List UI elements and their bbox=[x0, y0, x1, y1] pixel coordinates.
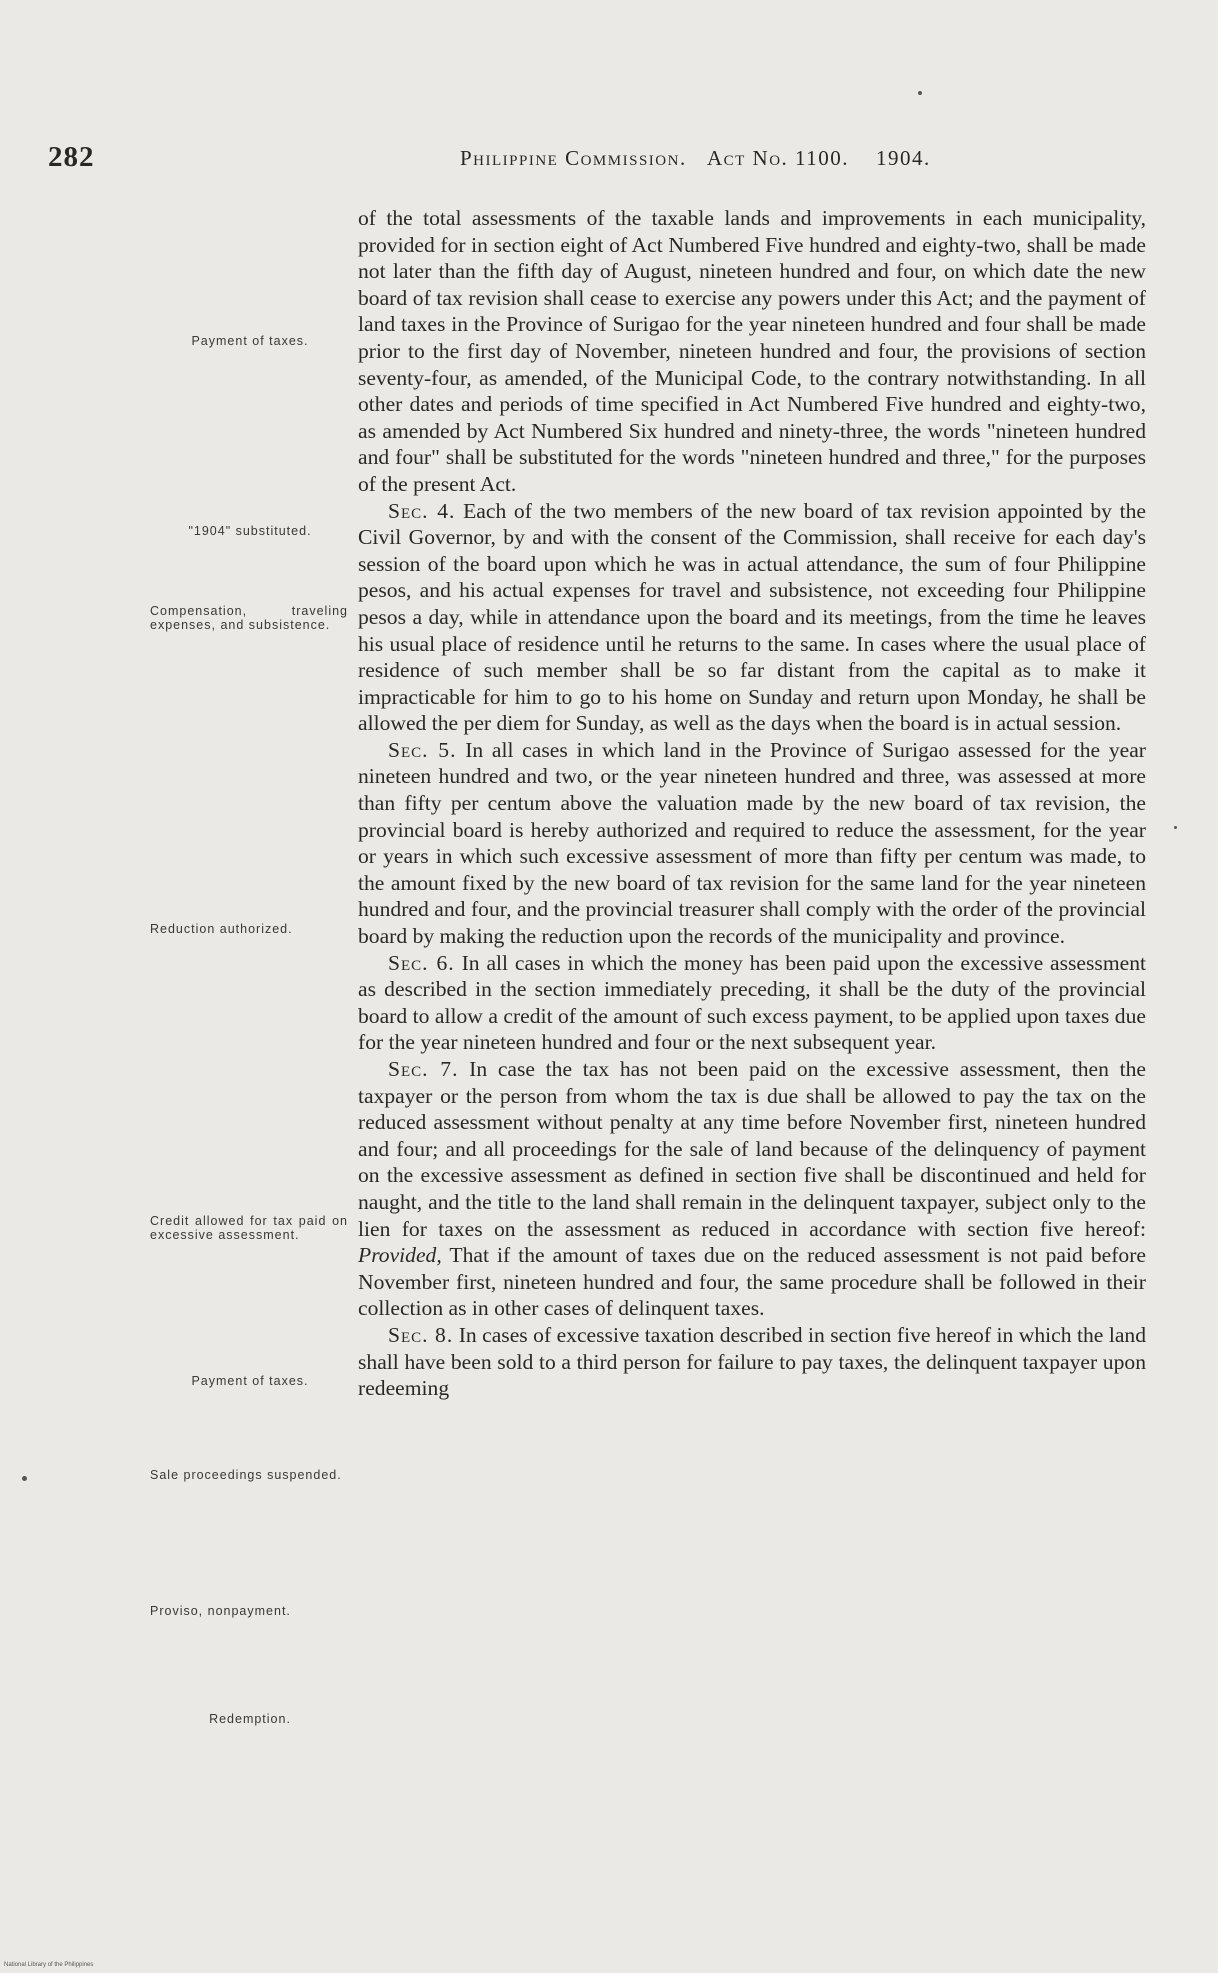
section-5-label: Sec. 5. bbox=[388, 737, 457, 762]
section-4 bbox=[358, 498, 1146, 737]
section-5 bbox=[358, 737, 1146, 950]
body-text bbox=[358, 205, 1146, 1402]
section-7-text-b: That if the amount of taxes due on the reduced assessment is not paid before November first, nineteen hundred and four, the same procedure shall be followed in their collection as in other cases of delinquent taxes. bbox=[358, 1243, 1146, 1321]
running-head-act: Act No. 1100. bbox=[706, 146, 850, 170]
section-7-provided: Provided, bbox=[358, 1243, 442, 1268]
section-8 bbox=[358, 1322, 1146, 1402]
scan-speck bbox=[22, 1476, 27, 1481]
running-head-year: 1904. bbox=[876, 146, 931, 170]
footer-stamp: National Library of the Philippines bbox=[4, 1962, 94, 1968]
section-6-text: In all cases in which the money has been paid upon the excessive assessment as described in the section immediately preceding, it shall be the duty of the provincial board to allow a credit of the amount of such excess payment, to be applied upon taxes due for the year nineteen hundred and four or the next subsequent year. bbox=[358, 950, 1147, 1055]
section-8-text: In cases of excessive taxation described in section five hereof in which the land shall have been sold to a third person for failure to pay taxes, the delinquent taxpayer upon redeeming bbox=[358, 1322, 1146, 1401]
section-6 bbox=[358, 950, 1146, 1056]
paragraph-continuation: of the total assessments of the taxable lands and improvements in each municipality, provided for in section eight of Act Numbered Five hundred and eighty-two, shall be made not later than the fifth day of August, nineteen hundred and four, on which date the new board of tax revision shall cease to exercise any powers under this Act; and the payment of land taxes in the Province of Surigao for the year nineteen hundred and four shall be made prior to the first day of November, nineteen hundred and four, the provisions of section seventy-four, as amended, of the Municipal Code, to the contrary notwithstanding. In all other dates and periods of time specified in Act Numbered Five hundred and eighty-two, as amended by Act Numbered Six hundred and ninety-three, the words "nineteen hundred and four" shall be substituted for the words "nineteen hundred and three," for the purposes of the present Act. bbox=[358, 206, 1146, 496]
scan-speck bbox=[1174, 826, 1177, 829]
section-7-label: Sec. 7. bbox=[388, 1057, 459, 1081]
page-number: 282 bbox=[48, 141, 95, 173]
section-4-text: Each of the two members of the new board of tax revision appointed by the Civil Governor, by and with the consent of the Commission, shall receive for each day's session of the board upon which he was in actual attendance, the sum of four Philippine pesos, and his actual expenses for travel and subsistence, not exceeding four Philippine pesos a day, while in attendance upon the board and its meetings, from the time he leaves his usual place of residence until he returns to the same. In cases where the usual place of residence of such member shall be so far distant from the capital as to make it impracticable for him to go to his home on Sunday and return upon Monday, he shall be allowed the per diem for Sunday, as well as the days when the board is in actual session. bbox=[358, 498, 1146, 736]
margin-note-credit-allowed: Credit allowed for tax paid on excessive assessment. bbox=[150, 1214, 348, 1242]
section-8-label: Sec. 8. bbox=[388, 1322, 454, 1347]
scan-speck bbox=[918, 91, 922, 95]
section-4-label: Sec. 4. bbox=[388, 498, 456, 523]
margin-note-payment-of-taxes-1: Payment of taxes. bbox=[191, 334, 309, 348]
margin-note-1904-substituted: "1904" substituted. bbox=[188, 524, 312, 538]
section-7 bbox=[358, 1056, 1146, 1322]
section-5-text: In all cases in which land in the Province of Surigao assessed for the year nineteen hundred and two, or the year nineteen hundred and three, was assessed at more than fifty per centum above the valuation made by the new board of tax revision, the provincial board is hereby authorized and required to reduce the assessment, for the year or years in which such excessive assessment of more than fifty per centum was made, to the amount fixed by the new board of tax revision for the same land for the year nineteen hundred and four, and the provincial treasurer shall comply with the order of the provincial board by making the reduction upon the records of the municipality and province. bbox=[358, 737, 1146, 949]
section-7-text-a: In case the tax has not been paid on the excessive assessment, then the taxpayer or the person from whom the tax is due shall be allowed to pay the tax on the reduced assessment without penalty at any time before November first, nineteen hundred and four; and all proceedings for the sale of land because of the delinquency of payment on the excessive assessment as defined in section five shall be discontinued and held for naught, and the title to the land shall remain in the delinquent taxpayer, subject only to the lien for taxes on the assessment as reduced in accordance with section five hereof: bbox=[358, 1057, 1146, 1241]
margin-note-payment-of-taxes-2: Payment of taxes. bbox=[191, 1374, 309, 1388]
section-6-label: Sec. 6. bbox=[388, 950, 455, 975]
running-head bbox=[460, 146, 1100, 171]
margin-note-reduction-authorized: Reduction authorized. bbox=[150, 922, 293, 936]
margin-note-proviso: Proviso, nonpayment. bbox=[150, 1604, 291, 1618]
running-head-title: Philippine Commission. bbox=[460, 146, 687, 170]
margin-note-compensation: Compensation, traveling expenses, and subsistence. bbox=[150, 604, 348, 632]
margin-note-sale-proceedings: Sale proceedings suspended. bbox=[150, 1468, 342, 1482]
margin-note-redemption: Redemption. bbox=[209, 1712, 291, 1726]
